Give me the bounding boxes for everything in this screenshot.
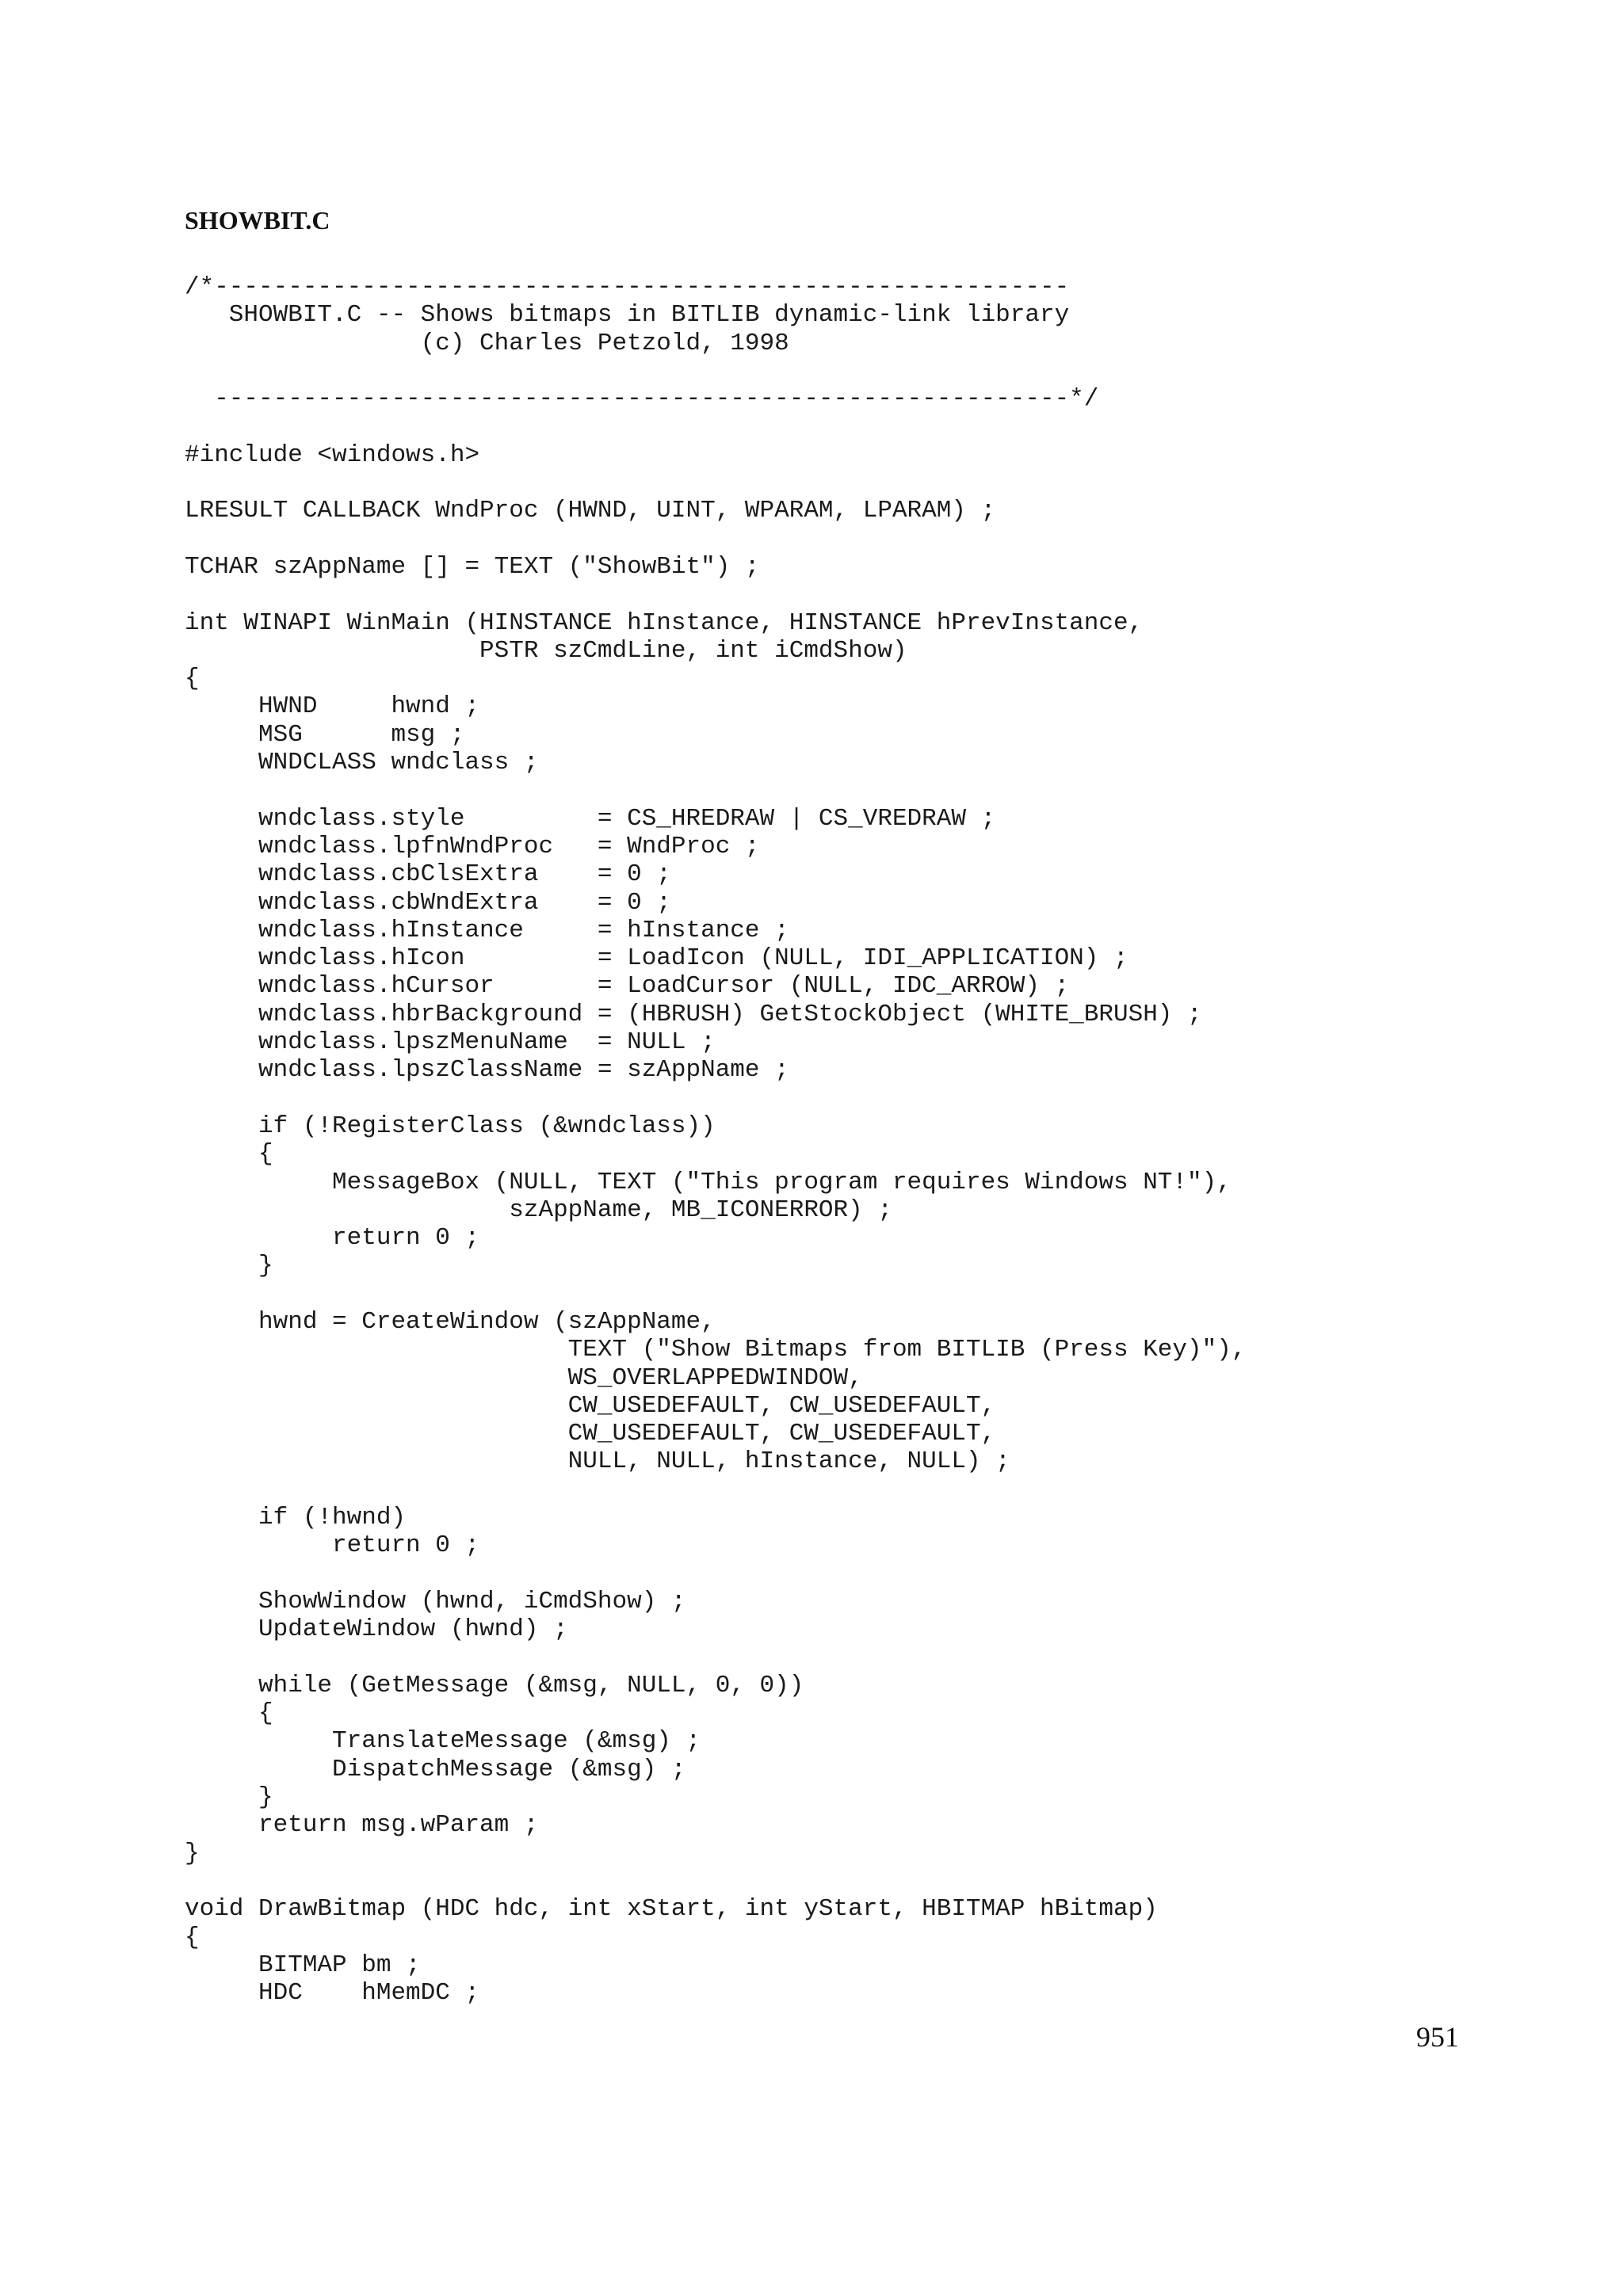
code-line: PSTR szCmdLine, int iCmdShow) [185, 636, 907, 665]
code-line: hwnd = CreateWindow (szAppName, [185, 1307, 716, 1336]
code-line: if (!hwnd) [185, 1504, 407, 1532]
code-line [185, 1560, 1246, 1588]
code-line: NULL, NULL, hInstance, NULL) ; [185, 1447, 1010, 1476]
code-line [185, 413, 1246, 441]
code-line: HDC hMemDC ; [185, 1979, 480, 2008]
code-line: HWND hwnd ; [185, 692, 480, 721]
code-line: wndclass.lpszClassName = szAppName ; [185, 1056, 789, 1085]
code-line [185, 1280, 1246, 1308]
code-line: int WINAPI WinMain (HINSTANCE hInstance, HINSTANCE hPrevInstance, [185, 608, 1144, 637]
code-line: LRESULT CALLBACK WndProc (HWND, UINT, WPARAM, LPARAM) ; [185, 497, 996, 525]
code-line: BITMAP bm ; [185, 1951, 421, 1979]
code-line: ----------------------------------------------------------*/ [185, 385, 1099, 414]
code-line: wndclass.hbrBackground = (HBRUSH) GetStockObject (WHITE_BRUSH) ; [185, 1000, 1202, 1028]
code-line: if (!RegisterClass (&wndclass)) [185, 1112, 716, 1140]
code-line: } [185, 1839, 200, 1867]
code-line: wndclass.hInstance = hInstance ; [185, 916, 789, 944]
code-line: CW_USEDEFAULT, CW_USEDEFAULT, [185, 1420, 996, 1448]
code-line: wndclass.style = CS_HREDRAW | CS_VREDRAW ; [185, 804, 996, 833]
code-line: szAppName, MB_ICONERROR) ; [185, 1196, 892, 1224]
page-number: 951 [1416, 2021, 1459, 2053]
code-line [185, 469, 1246, 497]
code-line: while (GetMessage (&msg, NULL, 0, 0)) [185, 1671, 804, 1699]
code-line: { [185, 1699, 273, 1728]
code-line [185, 357, 1246, 385]
code-line [185, 525, 1246, 553]
code-line: CW_USEDEFAULT, CW_USEDEFAULT, [185, 1391, 996, 1420]
code-line: ShowWindow (hwnd, iCmdShow) ; [185, 1587, 686, 1615]
code-line: SHOWBIT.C -- Shows bitmaps in BITLIB dynamic-link library [185, 301, 1070, 330]
code-line: wndclass.cbClsExtra = 0 ; [185, 860, 671, 889]
code-line: return msg.wParam ; [185, 1811, 539, 1840]
code-line: { [185, 665, 200, 693]
code-line: wndclass.cbWndExtra = 0 ; [185, 888, 671, 917]
code-line: (c) Charles Petzold, 1998 [185, 329, 789, 357]
code-line: #include <windows.h> [185, 441, 480, 469]
code-line: TEXT ("Show Bitmaps from BITLIB (Press Key)"), [185, 1336, 1247, 1364]
code-line: WS_OVERLAPPEDWINDOW, [185, 1363, 863, 1392]
code-line: WNDCLASS wndclass ; [185, 749, 539, 777]
code-line: return 0 ; [185, 1224, 480, 1253]
code-line: TCHAR szAppName [] = TEXT ("ShowBit") ; [185, 552, 760, 581]
code-line: UpdateWindow (hwnd) ; [185, 1615, 568, 1644]
code-line: } [185, 1783, 273, 1812]
code-line: MessageBox (NULL, TEXT ("This program requires Windows NT!"), [185, 1168, 1232, 1196]
code-line [185, 1085, 1246, 1112]
code-line: MSG msg ; [185, 720, 465, 749]
code-line [185, 1644, 1246, 1672]
code-line: wndclass.hCursor = LoadCursor (NULL, IDC_ARROW) ; [185, 972, 1070, 1001]
code-line [185, 581, 1246, 608]
code-line: TranslateMessage (&msg) ; [185, 1727, 701, 1756]
code-line: void DrawBitmap (HDC hdc, int xStart, int yStart, HBITMAP hBitmap) [185, 1895, 1158, 1924]
section-heading: SHOWBIT.C [185, 206, 330, 235]
code-line: wndclass.lpszMenuName = NULL ; [185, 1028, 716, 1057]
code-line: /*---------------------------------------------------------- [185, 273, 1070, 301]
code-line [185, 1476, 1246, 1504]
code-line: } [185, 1252, 273, 1280]
code-line: DispatchMessage (&msg) ; [185, 1755, 686, 1783]
code-line: { [185, 1140, 273, 1169]
code-line [185, 776, 1246, 804]
code-line: wndclass.lpfnWndProc = WndProc ; [185, 832, 760, 860]
code-line: { [185, 1923, 200, 1951]
code-listing [185, 273, 1246, 2007]
code-line: wndclass.hIcon = LoadIcon (NULL, IDI_APPLICATION) ; [185, 944, 1128, 973]
code-line [185, 1867, 1246, 1895]
code-line: return 0 ; [185, 1531, 480, 1560]
